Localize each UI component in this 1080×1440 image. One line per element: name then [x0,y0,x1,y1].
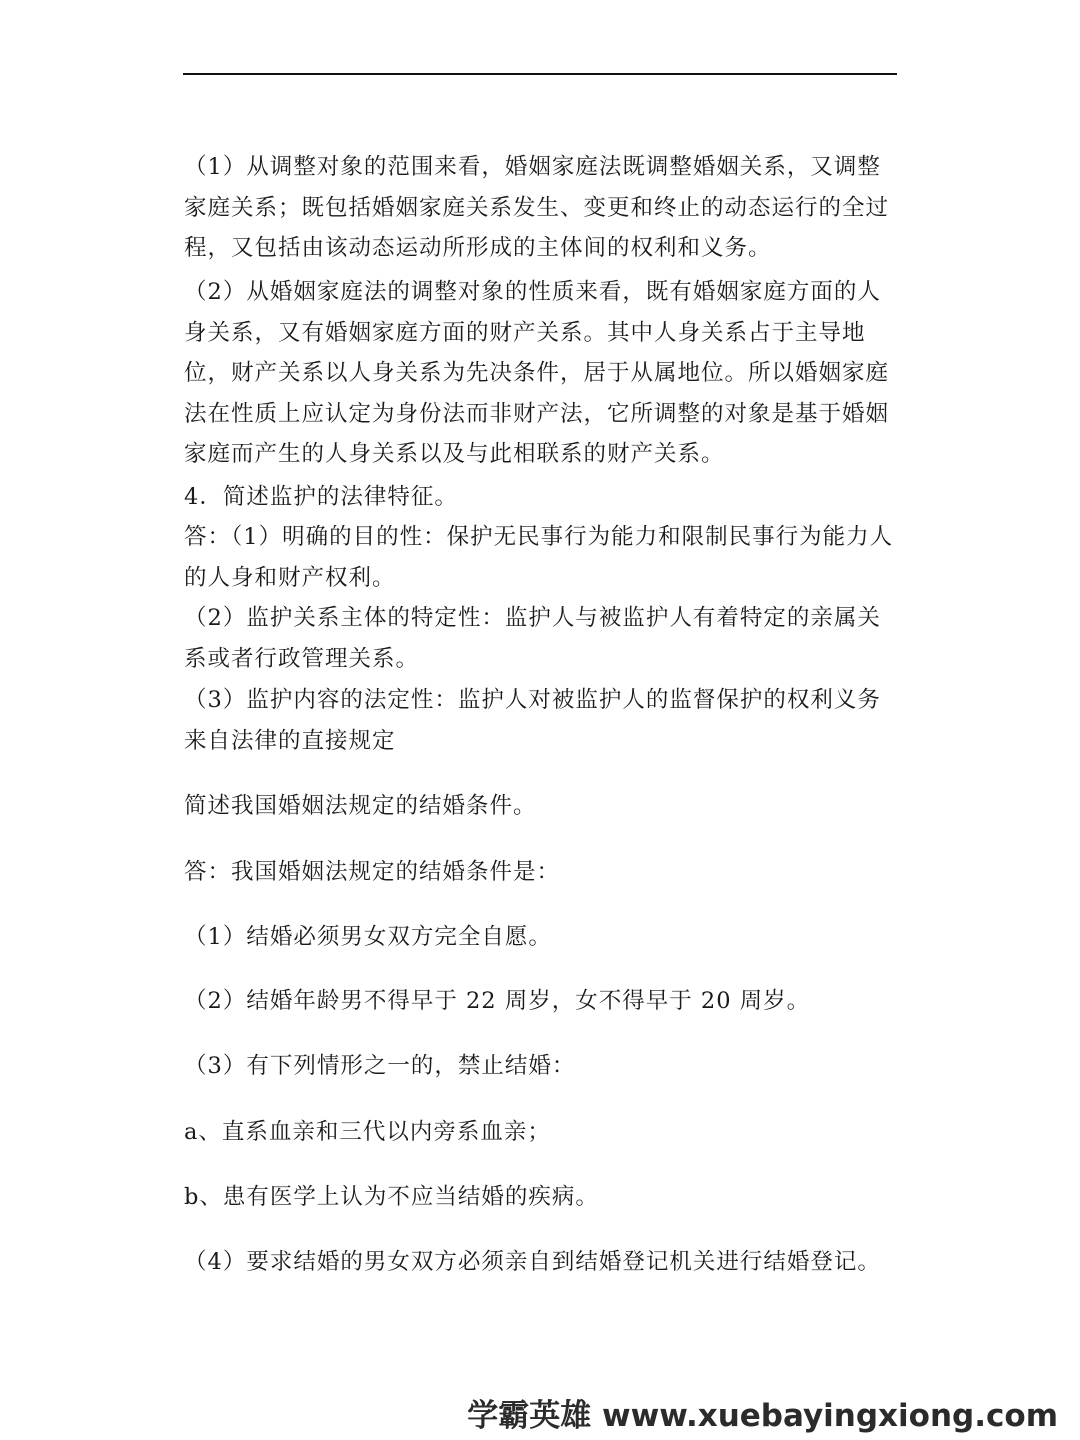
answer-subject: （2）监护关系主体的特定性：监护人与被监护人有着特定的亲属关系或者行政管理关系。 [184,605,881,672]
paragraph-scope: （1）从调整对象的范围来看，婚姻家庭法既调整婚姻关系，又调整家庭关系；既包括婚姻家庭关系发生、变更和终止的动态运行的全过程，又包括由该动态运动所形成的主体间的权利和义务。 [184,154,890,261]
prohibited-item-a: a、直系血亲和三代以内旁系血亲； [184,1119,551,1145]
question-marriage: 简述我国婚姻法规定的结婚条件。 [184,793,537,819]
prohibited-item-b: b、患有医学上认为不应当结婚的疾病。 [184,1184,599,1210]
condition-prohibited: （3）有下列情形之一的，禁止结婚： [184,1053,576,1079]
answer-purpose: 答：（1）明确的目的性：保护无民事行为能力和限制民事行为能力人的人身和财产权利。 [184,524,894,591]
paragraph-nature: （2）从婚姻家庭法的调整对象的性质来看，既有婚姻家庭方面的人身关系，又有婚姻家庭方面的财产关系。其中人身关系占于主导地位，财产关系以人身关系为先决条件，居于从属地位。所以婚姻家庭法在性质上应认定为身份法而非财产法，它所调整的对象是基于婚姻家庭而产生的人身关系以及与此相联系的财产关系。 [184,279,890,467]
condition-consent: （1）结婚必须男女双方完全自愿。 [184,924,552,950]
site-watermark: 学霸英雄 www.xuebayingxiong.com [467,1398,1058,1434]
question-guardianship: 4．简述监护的法律特征。 [184,484,458,510]
answer-marriage-intro: 答：我国婚姻法规定的结婚条件是： [184,859,561,885]
condition-age: （2）结婚年龄男不得早于 22 周岁，女不得早于 20 周岁。 [184,988,811,1014]
condition-registration: （4）要求结婚的男女双方必须亲自到结婚登记机关进行结婚登记。 [184,1249,881,1275]
header-rule [183,73,897,75]
answer-content: （3）监护内容的法定性：监护人对被监护人的监督保护的权利义务来自法律的直接规定 [184,687,881,754]
